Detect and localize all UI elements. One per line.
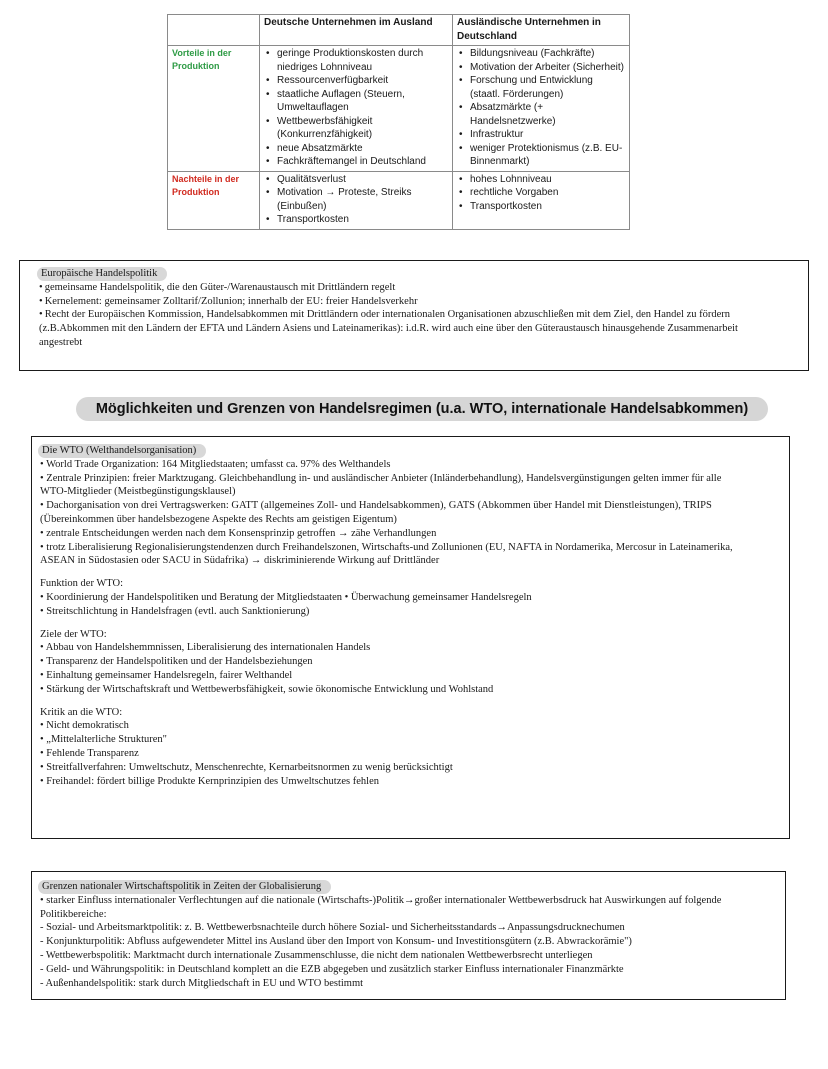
wto-box [31, 436, 790, 839]
list-item: • Transportkosten [264, 213, 448, 227]
text-line: - Konjunkturpolitik: Abfluss aufgewendeter Mittel ins Ausland über den Import von Konsum- und Investitionsgütern (z.B. Abwrackorämie") [40, 936, 632, 948]
wto-critique-title: Kritik an die WTO: [40, 706, 123, 718]
advantages-german-abroad-cell [260, 46, 453, 172]
text-line: • Zentrale Prinzipien: freier Marktzugang. Gleichbehandlung in- und ausländischer Anbieter (Inländerbehandlung), Handelsvergünstigungen gelten immer für alle [40, 472, 722, 484]
list-item: • hohes Lohnniveau [457, 173, 625, 187]
text-line: • World Trade Organization: 164 Mitgliedstaaten; umfasst ca. 97% des Welthandels [40, 458, 391, 470]
table-corner-cell [168, 15, 260, 46]
text-line: • Abbau von Handelshemmnissen, Liberalisierung des internationalen Handels [40, 642, 371, 654]
section-heading: Möglichkeiten und Grenzen von Handelsregimen (u.a. WTO, internationale Handelsabkommen) [76, 397, 768, 421]
list-item: • Transportkosten [457, 200, 625, 214]
wto-goals-title: Ziele der WTO: [40, 628, 107, 640]
wto-box-title: Die WTO (Welthandelsorganisation) [38, 444, 206, 458]
text-line: • Transparenz der Handelspolitiken und der Handelsbeziehungen [40, 656, 313, 668]
text-line: • Streitschlichtung in Handelsfragen (evtl. auch Sanktionierung) [40, 605, 310, 617]
text-line: - Geld- und Währungspolitik: in Deutschland komplett an die EZB abgegeben und zusätzlich starker Einfluss internationaler Finanzmärkte [40, 963, 624, 975]
header-foreign-companies-in-germany: Ausländische Unternehmen in Deutschland [453, 15, 630, 46]
list-item: • Forschung und Entwicklung (staatl. Förderungen) [457, 74, 625, 101]
text-line: Politikbereiche: [40, 908, 107, 920]
wto-function-title: Funktion der WTO: [40, 578, 124, 590]
text-line: • Streitfallverfahren: Umweltschutz, Menschenrechte, Kernarbeitsnormen zu wenig berücksichtigt [40, 761, 453, 773]
list-item: • Fachkräftemangel in Deutschland [264, 155, 448, 169]
text-line: • „Mittelalterliche Strukturen" [40, 734, 167, 746]
list-item: • Infrastruktur [457, 128, 625, 142]
table-row-disadvantages [168, 171, 630, 229]
eu-box-title: Europäische Handelspolitik [37, 267, 167, 281]
list-item: • rechtliche Vorgaben [457, 186, 625, 200]
continuation-line: angestrebt [39, 336, 83, 348]
list-item: • Motivation → Proteste, Streiks (Einbußen) [264, 186, 448, 213]
continuation-line: (z.B.Abkommen mit den Ländern der EFTA und Ländern Asiens und Lateinamerikas): i.d.R. wird auch eine über den Güteraustausch hinausgehende Zusammenarbeit [39, 323, 738, 335]
text-line: - Sozial- und Arbeitsmarktpolitik: z. B. Wettbewerbsnachteile durch höhere Sozial- und Sicherheitsstandards→Anpassungsdrucknechumen [40, 922, 625, 934]
list-item: • staatliche Auflagen (Steuern, Umweltauflagen [264, 88, 448, 115]
text-line: • Dachorganisation von drei Vertragswerken: GATT (allgemeines Zoll- und Handelsabkommen), GATS (Abkommen über Handel mit Dienstleistungen), TRIPS [40, 500, 712, 512]
list-item: • Motivation der Arbeiter (Sicherheit) [457, 61, 625, 75]
row-label-disadvantages: Nachteile in der Produktion [168, 171, 260, 229]
disadvantages-foreign-in-germany-cell [453, 171, 630, 229]
text-line: • Freihandel: fördert billige Produkte Kernprinzipien des Umweltschutzes fehlen [40, 775, 379, 787]
row-label-advantages: Vorteile in der Produktion [168, 46, 260, 172]
comparison-table [167, 14, 630, 230]
text-line: - Außenhandelspolitik: stark durch Mitgliedschaft in EU und WTO bestimmt [40, 977, 364, 989]
text-line: • Einhaltung gemeinsamer Handelsregeln, fairer Welthandel [40, 669, 293, 681]
list-item: • Ressourcenverfügbarkeit [264, 74, 448, 88]
header-german-companies-abroad: Deutsche Unternehmen im Ausland [260, 15, 453, 46]
text-line: • starker Einfluss internationaler Verflechtungen auf die nationale (Wirtschafts-)Politik→großer internationaler Wettbewerbsdruck hat Auswirkungen auf folgende [40, 894, 722, 906]
eu-trade-policy-box [19, 260, 809, 371]
text-line: (Übereinkommen über handelsbezogene Aspekte des Rechts am geistigen Eigentum) [40, 513, 397, 525]
list-item: • weniger Protektionismus (z.B. EU-Binnenmarkt) [457, 142, 625, 169]
text-line: WTO-Mitglieder (Meistbegünstigungsklausel) [40, 486, 236, 498]
list-item: • Wettbewerbsfähigkeit (Konkurrenzfähigkeit) [264, 115, 448, 142]
text-line: • Koordinierung der Handelspolitiken und Beratung der Mitgliedstaaten • Überwachung gemeinsamer Handelsregeln [40, 591, 532, 603]
text-line: • Nicht demokratisch [40, 720, 129, 732]
text-line: ASEAN in Südostasien oder SACU in Südafrika) → diskriminierende Wirkung auf Drittländer [40, 555, 440, 567]
text-line: - Wettbewerbspolitik: Marktmacht durch internationale Zusammenschlusse, die nicht dem nationalen Wettbewerbsrecht unterliegen [40, 949, 593, 961]
limits-box-title: Grenzen nationaler Wirtschaftspolitik in Zeiten der Globalisierung [38, 880, 331, 894]
list-item: • neue Absatzmärkte [264, 142, 448, 156]
table-row-advantages [168, 46, 630, 172]
disadvantages-german-abroad-cell [260, 171, 453, 229]
text-line: • Fehlende Transparenz [40, 747, 139, 759]
table-header-row [168, 15, 630, 46]
advantages-foreign-in-germany-cell [453, 46, 630, 172]
text-line: • zentrale Entscheidungen werden nach dem Konsensprinzip getroffen → zähe Verhandlungen [40, 527, 437, 539]
list-item: • gemeinsame Handelspolitik, die den Güter-/Warenaustausch mit Drittländern regelt [39, 281, 396, 293]
list-item: • Qualitätsverlust [264, 173, 448, 187]
list-item: • geringe Produktionskosten durch niedriges Lohnniveau [264, 47, 448, 74]
national-policy-limits-box [31, 871, 786, 1000]
list-item: • Recht der Europäischen Kommission, Handelsabkommen mit Drittländern oder internationalen Organisationen abzuschließen mit dem Ziel, den Handel zu fördern [39, 309, 731, 321]
list-item: • Bildungsniveau (Fachkräfte) [457, 47, 625, 61]
list-item: • Absatzmärkte (+ Handelsnetzwerke) [457, 101, 625, 128]
list-item: • Kernelement: gemeinsamer Zolltarif/Zollunion; innerhalb der EU: freier Handelsverkehr [39, 295, 418, 307]
text-line: • Stärkung der Wirtschaftskraft und Wettbewerbsfähigkeit, sowie ökonomische Entwicklung und Wohlstand [40, 683, 494, 695]
text-line: • trotz Liberalisierung Regionalisierungstendenzen durch Freihandelszonen, Wirtschafts-und Zollunionen (EU, NAFTA in Nordamerika, Mercosur in Lateinamerika, [40, 541, 733, 553]
